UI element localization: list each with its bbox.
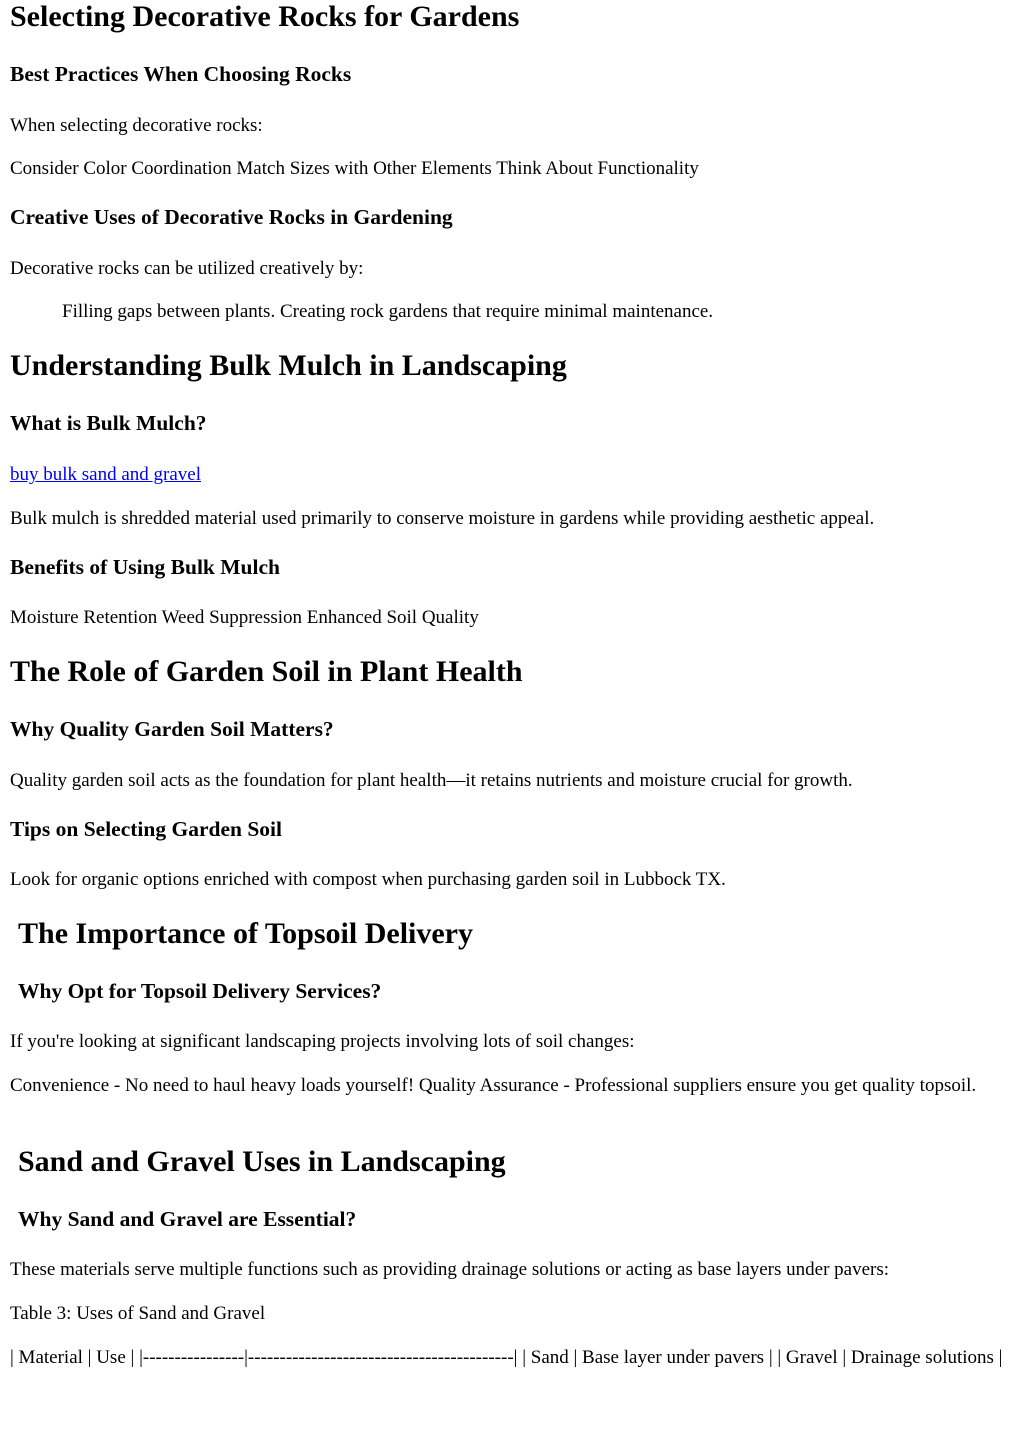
list-text: Convenience - No need to haul heavy loads yourself! Quality Assurance - Professional suppliers ensure you get quality topsoil.: [10, 1075, 977, 1096]
paragraph: Bulk mulch is shredded material used primarily to conserve moisture in gardens while providing aesthetic appeal.: [10, 508, 875, 529]
section-title: Selecting Decorative Rocks for Gardens: [10, 0, 520, 33]
paragraph: Quality garden soil acts as the foundation for plant health—it retains nutrients and moisture crucial for growth.: [10, 770, 853, 791]
paragraph: Look for organic options enriched with compost when purchasing garden soil in Lubbock TX.: [10, 869, 726, 890]
blockquote-list: Filling gaps between plants. Creating rock gardens that require minimal maintenance.: [62, 301, 714, 322]
markdown-table-text: | Material | Use | |----------------|------------------------------------------| | Sand | Base layer under pavers | | Gravel | Drainage solutions |: [10, 1347, 1003, 1368]
subsection-heading: What is Bulk Mulch?: [10, 411, 207, 435]
link-paragraph: [10, 463, 1014, 486]
subsection-heading: Benefits of Using Bulk Mulch: [10, 555, 280, 579]
section-title: The Importance of Topsoil Delivery: [18, 917, 473, 950]
list-text: Consider Color Coordination Match Sizes with Other Elements Think About Functionality: [10, 158, 699, 179]
paragraph: When selecting decorative rocks:: [10, 115, 263, 136]
subsection-heading: Why Sand and Gravel are Essential?: [18, 1207, 357, 1231]
section-title: The Role of Garden Soil in Plant Health: [10, 655, 523, 688]
subsection-heading: Why Opt for Topsoil Delivery Services?: [18, 979, 382, 1003]
subsection-heading: Why Quality Garden Soil Matters?: [10, 717, 334, 741]
subsection-heading: Creative Uses of Decorative Rocks in Gardening: [10, 205, 453, 229]
paragraph: If you're looking at significant landscaping projects involving lots of soil changes:: [10, 1031, 635, 1052]
section-title: Understanding Bulk Mulch in Landscaping: [10, 349, 567, 382]
paragraph: These materials serve multiple functions such as providing drainage solutions or acting as base layers under pavers:: [10, 1259, 890, 1280]
bulk-sand-gravel-link[interactable]: buy bulk sand and gravel: [10, 464, 202, 485]
table-caption: Table 3: Uses of Sand and Gravel: [10, 1303, 266, 1324]
subsection-heading: Tips on Selecting Garden Soil: [10, 817, 282, 841]
section-title: Sand and Gravel Uses in Landscaping: [18, 1145, 506, 1178]
list-text: Moisture Retention Weed Suppression Enhanced Soil Quality: [10, 607, 479, 628]
subsection-heading: Best Practices When Choosing Rocks: [10, 62, 352, 86]
paragraph: Decorative rocks can be utilized creatively by:: [10, 258, 364, 279]
